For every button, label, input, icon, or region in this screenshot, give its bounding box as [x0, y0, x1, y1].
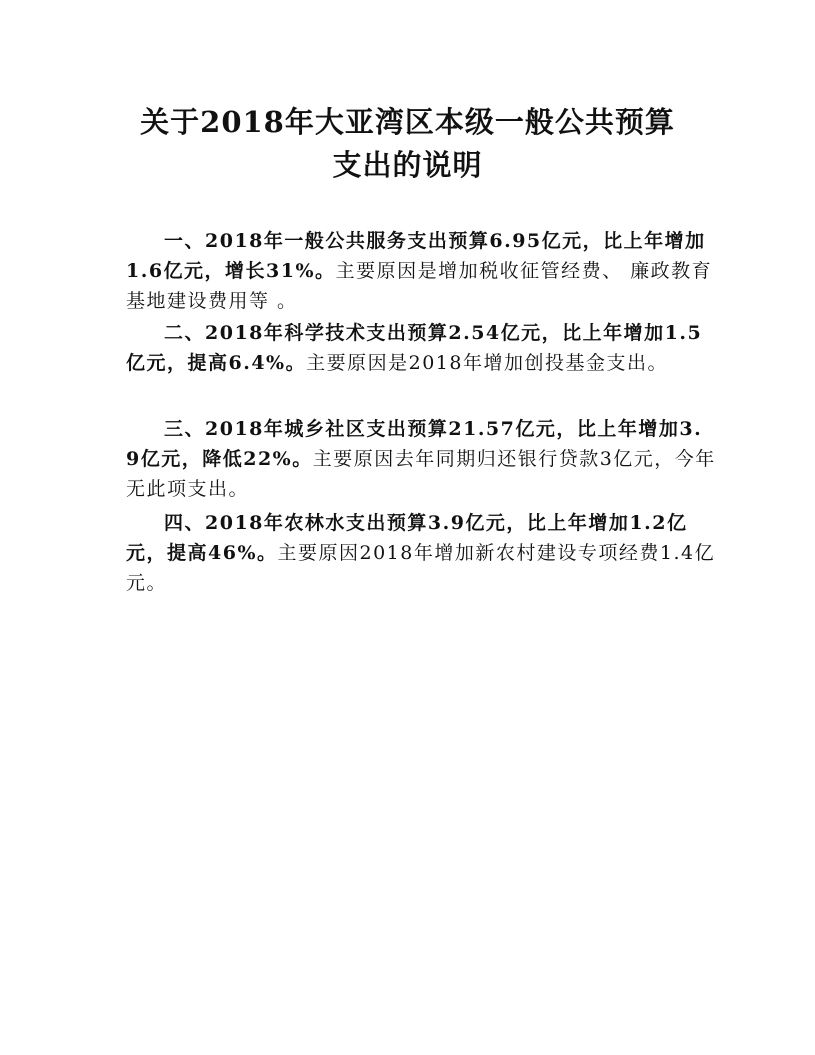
- section-body: 主要原因2018年增加新农村建设专项经费1.4亿元。: [126, 542, 716, 594]
- section-body: 主要原因是增加税收征管经费、 廉政教育基地建设费用等 。: [126, 260, 713, 312]
- page-title-line-1: 关于2018年大亚湾区本级一般公共预算: [140, 105, 675, 139]
- section-urban-rural-community: [126, 414, 716, 504]
- section-agriculture-forestry-water: [126, 508, 716, 598]
- section-body: 主要原因是2018年增加创投基金支出。: [306, 352, 668, 374]
- section-science-technology: [126, 318, 716, 378]
- page-title-line-2: 支出的说明: [332, 148, 483, 182]
- section-lead: 一、2018年一般公共服务支出预算6.95亿元，比上年增加1.6亿元，增长31%。: [126, 230, 706, 282]
- section-body: 主要原因去年同期归还银行贷款3亿元，今年无此项支出。: [126, 448, 716, 500]
- section-general-public-services: [126, 226, 716, 316]
- section-lead: 四、2018年农林水支出预算3.9亿元，比上年增加1.2亿元，提高46%。: [126, 512, 688, 564]
- section-lead: 二、2018年科学技术支出预算2.54亿元，比上年增加1.5亿元，提高6.4%。: [126, 322, 703, 374]
- section-lead: 三、2018年城乡社区支出预算21.57亿元，比上年增加3.9亿元，降低22%。: [126, 418, 703, 470]
